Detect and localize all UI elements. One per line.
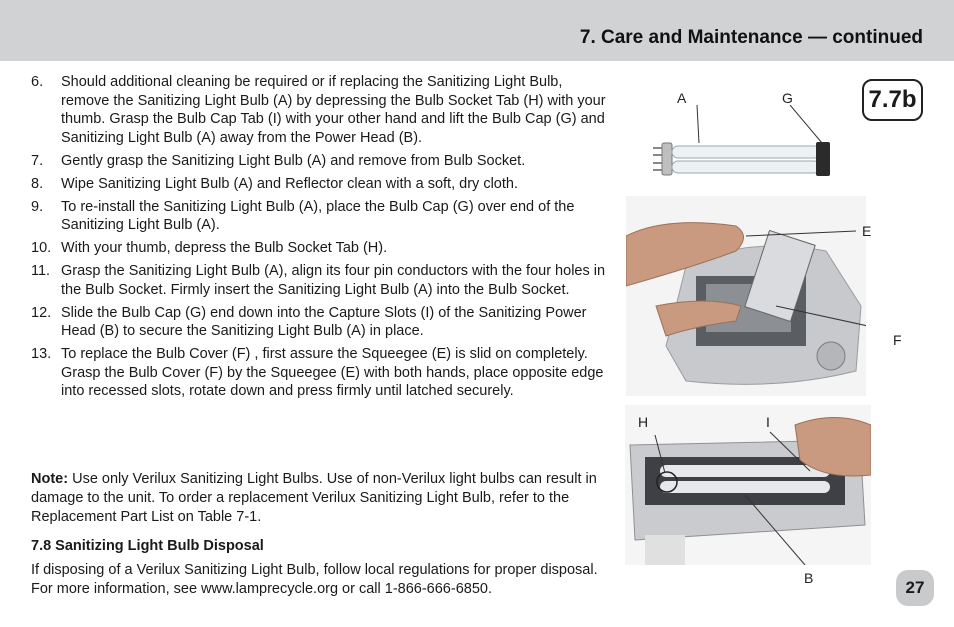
step-number: 8. <box>31 175 44 192</box>
page-header <box>0 0 954 61</box>
step-item <box>31 152 611 171</box>
warning-note <box>31 470 626 527</box>
bulb-tube-lower <box>672 161 820 173</box>
step-number: 6. <box>31 74 44 90</box>
callout-i: I <box>766 414 770 430</box>
power-head-photo <box>625 405 871 565</box>
step-text: To replace the Bulb Cover (F) , first assure the Squeegee (E) is slid on completely. Grasp the Bulb Cover (F) by the Squeegee (E) with both hands, place opposite edge into recessed slots, rotate down and press firmly until latched securely. <box>61 346 604 399</box>
step-text: Wipe Sanitizing Light Bulb (A) and Reflector clean with a soft, dry cloth. <box>61 175 518 192</box>
step-text: To re-install the Sanitizing Light Bulb (A), place the Bulb Cap (G) over end of the Sanitizing Light Bulb (A). <box>61 198 575 233</box>
step-text: Slide the Bulb Cap (G) end down into the Capture Slots (I) of the Sanitizing Power Head (B) to secure the Sanitizing Light Bulb (A) in place. <box>61 304 587 339</box>
step-item <box>31 198 611 235</box>
bulb-photo <box>650 105 840 185</box>
note-text: Use only Verilux Sanitizing Light Bulbs. Use of non-Verilux light bulbs can result in damage to the unit. To order a replacement Verilux Sanitizing Light Bulb, refer to the Replacement Part List on Table 7-1. <box>31 471 597 525</box>
callout-a: A <box>677 90 687 106</box>
bulb-cover-photo <box>626 196 866 396</box>
page-number: 27 <box>896 570 934 606</box>
step-number: 12. <box>31 304 52 321</box>
callout-b: B <box>804 570 814 586</box>
step-number: 13. <box>31 346 52 362</box>
callout-h: H <box>638 414 649 430</box>
step-item <box>31 73 611 147</box>
section-title: 7. Care and Maintenance — continued <box>579 27 923 48</box>
note-label: Note: <box>31 471 69 487</box>
step-number: 11. <box>31 263 51 279</box>
instruction-steps <box>31 73 611 405</box>
step-item <box>31 345 611 401</box>
disposal-text: If disposing of a Verilux Sanitizing Light Bulb, follow local regulations for proper disposal. For more information, see www.lamprecycle.org or call 1-866-666-6850. <box>31 562 598 597</box>
figure-badge: 7.7b <box>862 79 923 121</box>
callout-f: F <box>893 332 902 348</box>
callout-g: G <box>782 90 793 106</box>
step-item <box>31 304 611 341</box>
step-text: Grasp the Sanitizing Light Bulb (A), align its four pin conductors with the four holes in the Bulb Socket. Firmly insert the Sanitizing Light Bulb (A) into the Bulb Socket. <box>61 263 606 298</box>
step-text: With your thumb, depress the Bulb Socket Tab (H). <box>61 240 388 256</box>
step-number: 9. <box>31 198 44 215</box>
step-item <box>31 262 611 299</box>
disposal-heading: 7.8 Sanitizing Light Bulb Disposal <box>31 538 264 554</box>
step-number: 7. <box>31 152 44 169</box>
bulb-tube-upper <box>672 146 820 158</box>
step-item <box>31 239 611 258</box>
bulb-base <box>662 143 672 175</box>
step-text: Gently grasp the Sanitizing Light Bulb (A) and remove from Bulb Socket. <box>61 152 526 169</box>
step-item <box>31 175 611 194</box>
bulb-cap <box>816 142 830 176</box>
step-text: Should additional cleaning be required or if replacing the Sanitizing Light Bulb, remove the Sanitizing Light Bulb (A) by depressing the Bulb Socket Tab (H) with your thumb. Grasp the Bulb Cap Tab (I) with your other hand and lift the Bulb Cap (G) and Sanitizing Light Bulb (A) away from the Power Head (B). <box>61 74 606 146</box>
callout-e: E <box>862 223 872 239</box>
step-number: 10. <box>31 240 52 256</box>
